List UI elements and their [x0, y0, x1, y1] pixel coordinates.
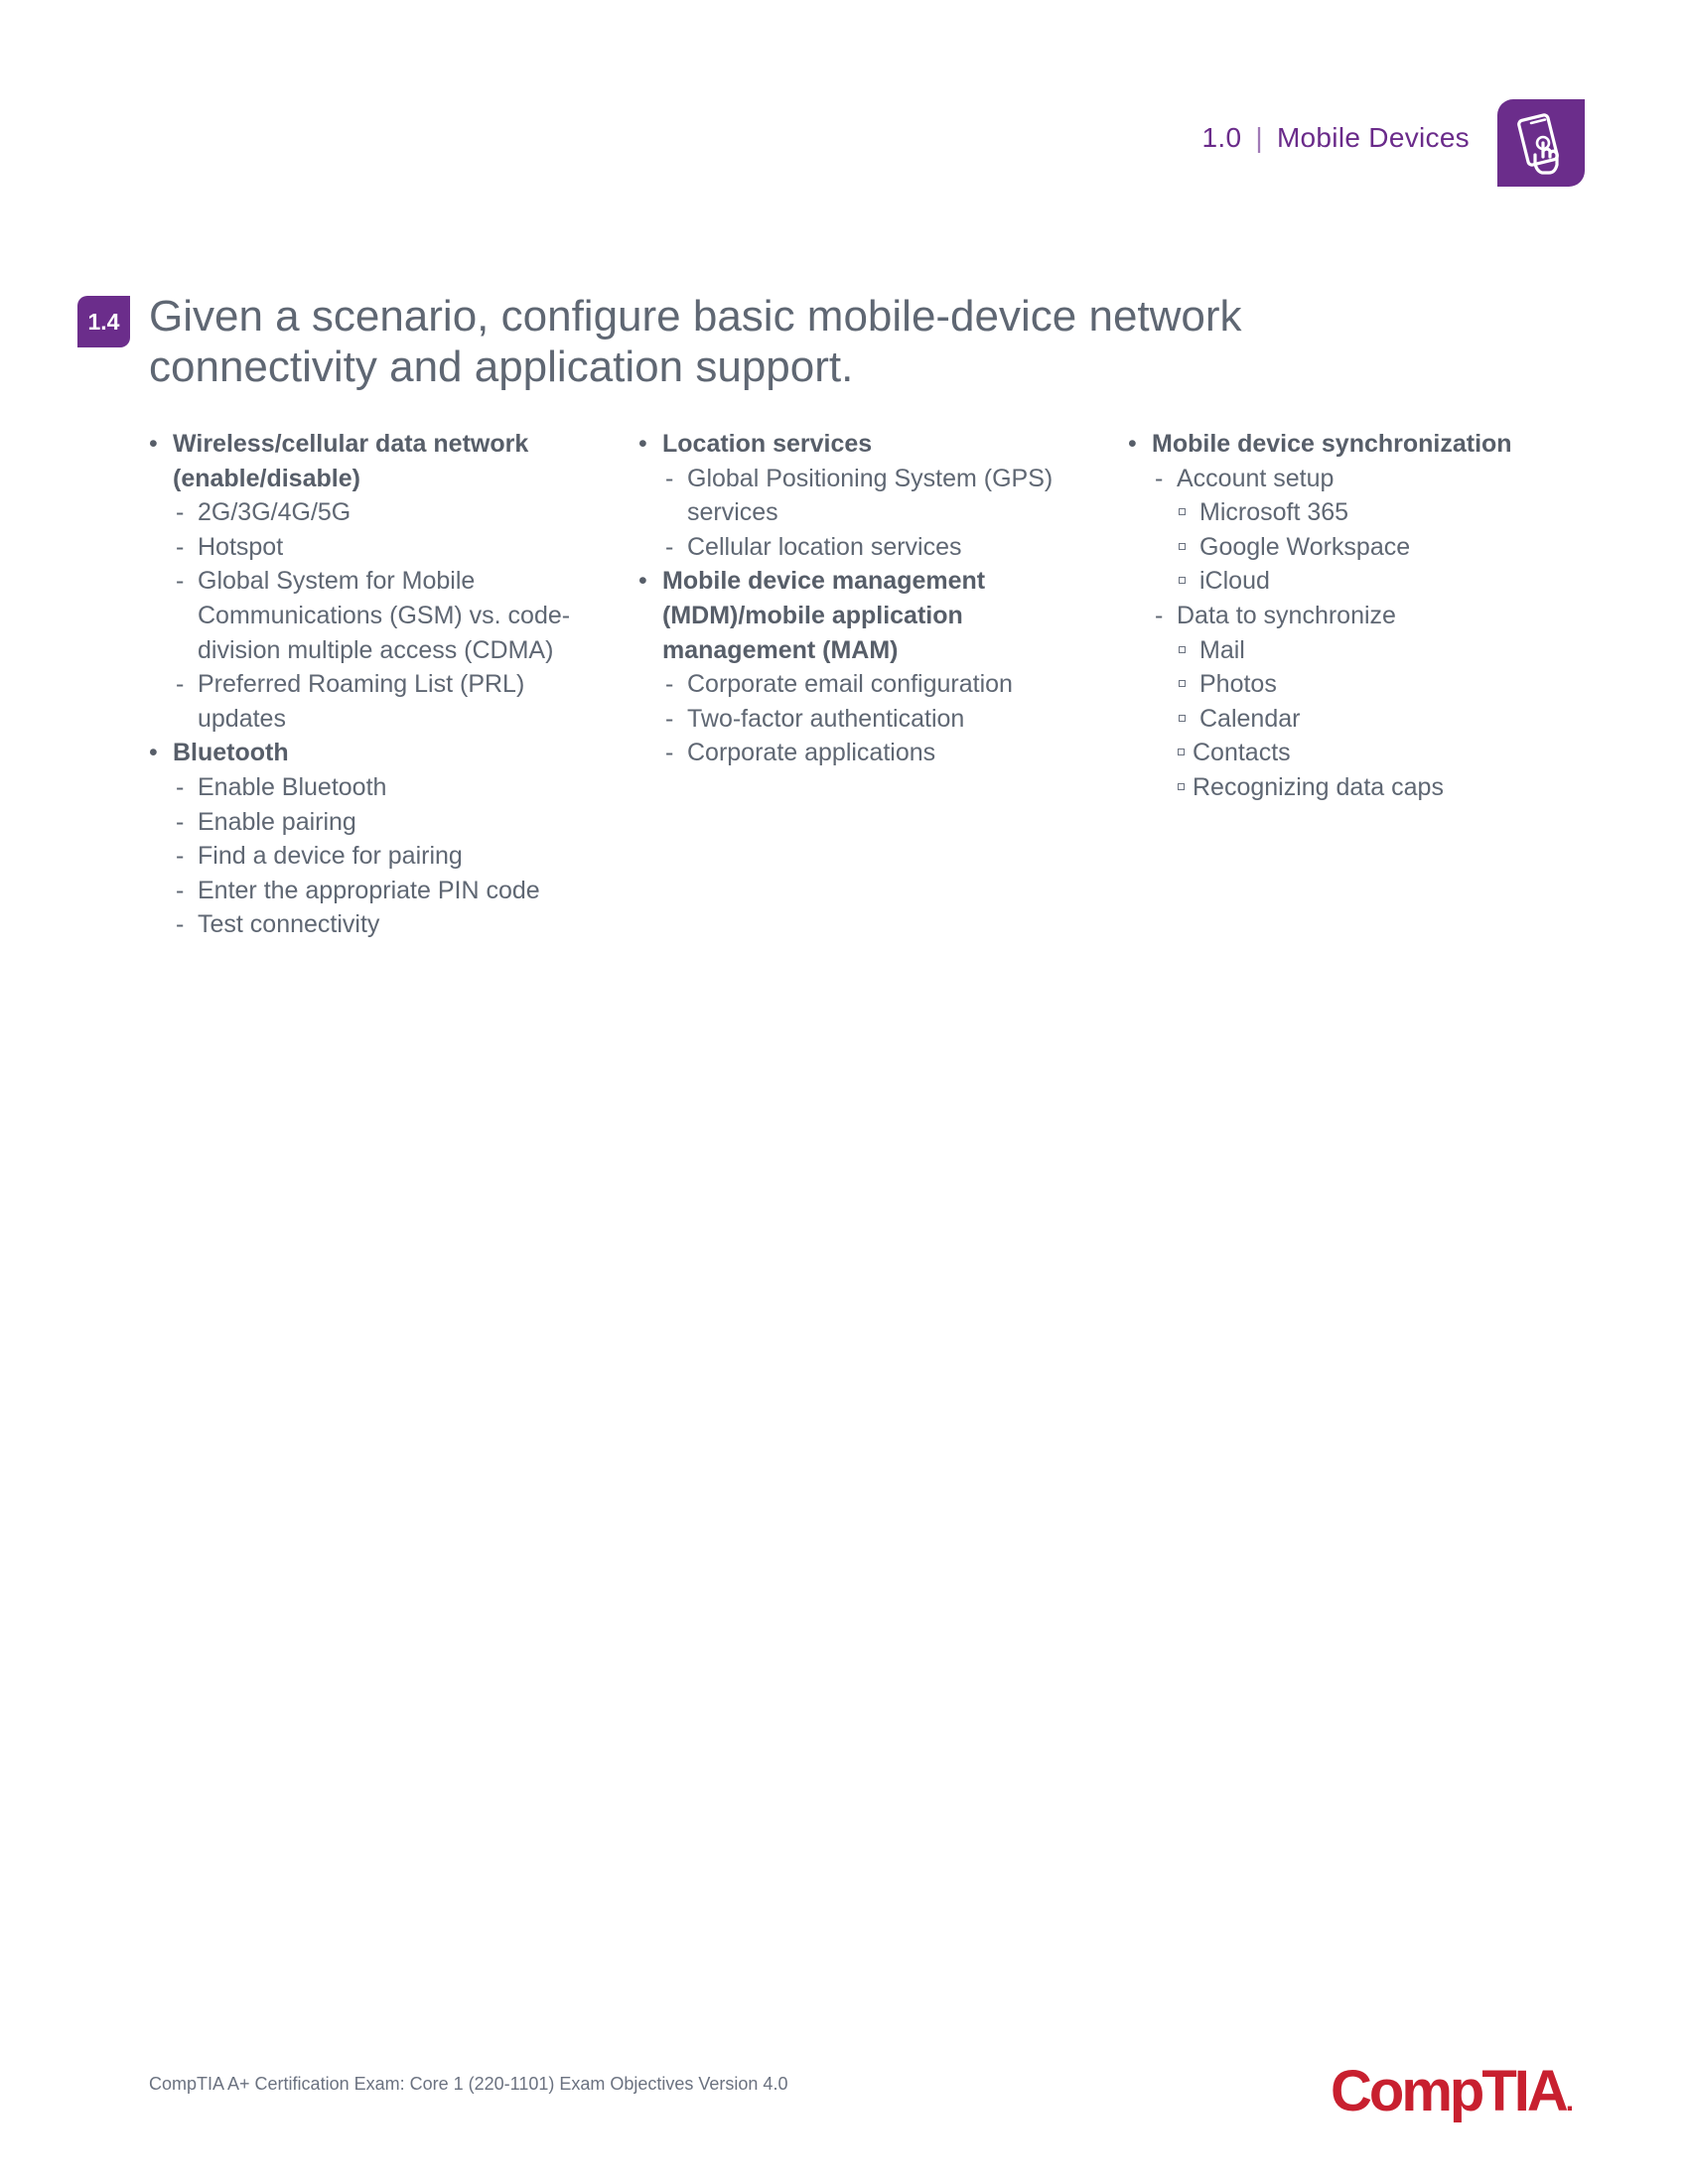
- list-item: - Account setup: [1128, 462, 1595, 496]
- list-item: - Enable pairing: [149, 805, 606, 840]
- list-item: Microsoft 365: [1128, 495, 1595, 530]
- list-item: - 2G/3G/4G/5G: [149, 495, 606, 530]
- list-item: - Global System for Mobile Communications (GSM) vs. code-division multiple access (CDMA): [149, 564, 606, 667]
- list-item: • Wireless/cellular data network (enable/disable): [149, 427, 606, 495]
- section-header: [1202, 122, 1470, 154]
- objective-title: Given a scenario, configure basic mobile-device network connectivity and application support.: [149, 292, 1242, 391]
- list-item: - Corporate applications: [638, 736, 1105, 770]
- list-item: • Location services: [638, 427, 1105, 462]
- list-item: - Test connectivity: [149, 907, 606, 942]
- list-item: Recognizing data caps: [1128, 770, 1595, 805]
- list-item: • Bluetooth: [149, 736, 606, 770]
- objective-number-badge: 1.4: [77, 296, 130, 347]
- list-item: iCloud: [1128, 564, 1595, 599]
- list-item: • Mobile device management (MDM)/mobile application management (MAM): [638, 564, 1105, 667]
- section-number: 1.0: [1201, 122, 1242, 153]
- section-separator: |: [1255, 122, 1263, 153]
- list-item: - Find a device for pairing: [149, 839, 606, 874]
- list-item: - Cellular location services: [638, 530, 1105, 565]
- list-item: - Two-factor authentication: [638, 702, 1105, 737]
- mobile-touch-icon: [1497, 99, 1585, 187]
- list-item: Contacts: [1128, 736, 1595, 770]
- list-item: - Preferred Roaming List (PRL) updates: [149, 667, 606, 736]
- logo-text: CompTIA: [1331, 2059, 1566, 2123]
- list-item: - Corporate email configuration: [638, 667, 1105, 702]
- list-item: Photos: [1128, 667, 1595, 702]
- list-item: - Data to synchronize: [1128, 599, 1595, 633]
- footer-exam-info: CompTIA A+ Certification Exam: Core 1 (220-1101) Exam Objectives Version 4.0: [149, 2074, 788, 2094]
- list-item: Mail: [1128, 633, 1595, 668]
- list-item: Google Workspace: [1128, 530, 1595, 565]
- list-item: - Enable Bluetooth: [149, 770, 606, 805]
- list-item: - Enter the appropriate PIN code: [149, 874, 606, 908]
- objectives-column-1: [149, 427, 606, 942]
- objectives-column-3: [1128, 427, 1595, 805]
- objectives-column-2: [638, 427, 1105, 770]
- list-item: Calendar: [1128, 702, 1595, 737]
- comptia-logo: [1331, 2059, 1572, 2123]
- logo-dot: .: [1565, 2085, 1572, 2117]
- list-item: • Mobile device synchronization: [1128, 427, 1595, 462]
- list-item: - Hotspot: [149, 530, 606, 565]
- section-title: Mobile Devices: [1276, 122, 1470, 153]
- list-item: - Global Positioning System (GPS) services: [638, 462, 1105, 530]
